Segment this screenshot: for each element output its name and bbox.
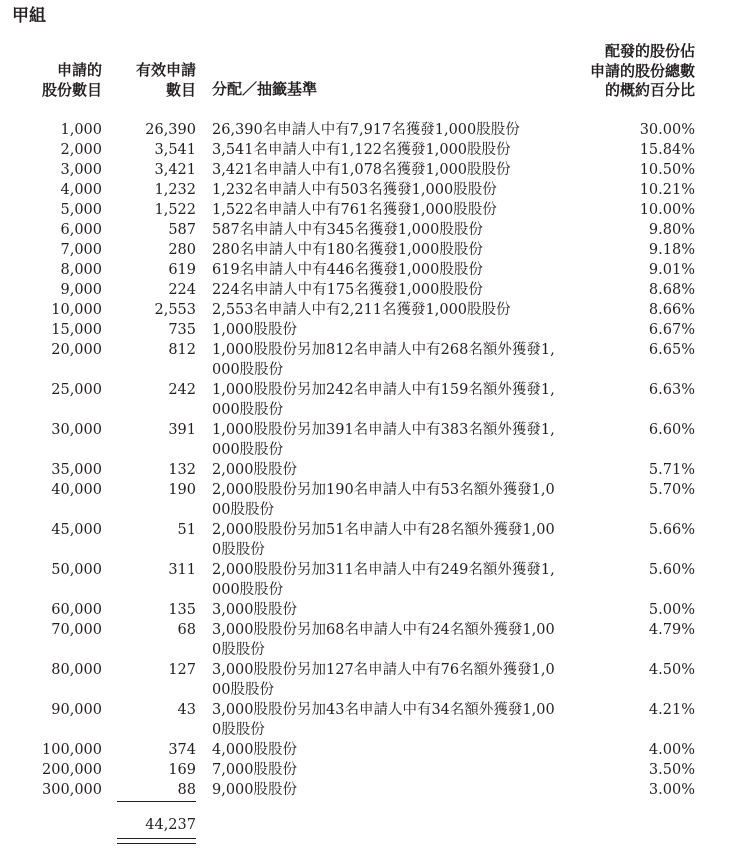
cell-shares-applied: 15,000: [51, 322, 102, 338]
table-row: [0, 480, 747, 520]
cell-allocation-basis: 2,000股股份: [212, 462, 298, 478]
table-row: [0, 420, 747, 460]
cell-valid-applications: 391: [168, 422, 196, 438]
cell-shares-applied: 5,000: [60, 202, 102, 218]
cell-allocation-basis: 1,232名申請人中有503名獲發1,000股股份: [212, 182, 497, 198]
header-valid-applications: [116, 61, 196, 100]
cell-shares-applied: 2,000: [60, 142, 102, 158]
header-pct-line-3: 的概約百分比: [604, 81, 695, 99]
cell-allocation-basis: 619名申請人中有446名獲發1,000股股份: [212, 262, 483, 278]
table-row: [0, 660, 747, 700]
cell-shares-applied: 40,000: [51, 482, 102, 498]
table-row: [0, 140, 747, 160]
cell-allocation-basis: 3,421名申請人中有1,078名獲發1,000股股份: [212, 162, 511, 178]
cell-valid-applications: 3,541: [154, 142, 196, 158]
header-approx-percentage: [560, 42, 695, 101]
table-row: [0, 320, 747, 340]
cell-approx-percentage: 6.60%: [648, 422, 695, 438]
cell-approx-percentage: 4.00%: [648, 742, 695, 758]
cell-allocation-basis: 2,553名申請人中有2,211名獲發1,000股股份: [212, 302, 511, 318]
cell-valid-applications: 68: [177, 622, 196, 638]
cell-allocation-basis: 7,000股股份: [212, 762, 298, 778]
header-valid-line-1: 有效申請: [135, 61, 196, 79]
table-row: [0, 600, 747, 620]
cell-allocation-basis: 2,000股股份另加311名申請人中有249名額外獲發1,000股股份: [212, 562, 555, 598]
cell-approx-percentage: 10.21%: [639, 182, 695, 198]
table-row: [0, 620, 747, 660]
cell-shares-applied: 6,000: [60, 222, 102, 238]
cell-valid-applications: 51: [177, 522, 196, 538]
cell-shares-applied: 30,000: [51, 422, 102, 438]
cell-shares-applied: 300,000: [42, 782, 102, 798]
cell-allocation-basis: 3,541名申請人中有1,122名獲發1,000股股份: [212, 142, 511, 158]
cell-allocation-basis: 9,000股股份: [212, 782, 298, 798]
cell-approx-percentage: 6.65%: [648, 342, 695, 358]
cell-allocation-basis: 2,000股股份另加190名申請人中有53名額外獲發1,000股股份: [212, 482, 555, 518]
table-row: [0, 460, 747, 480]
cell-allocation-basis: 280名申請人中有180名獲發1,000股股份: [212, 242, 483, 258]
cell-valid-applications: 135: [168, 602, 196, 618]
header-pct-line-2: 申請的股份總數: [589, 61, 695, 80]
cell-shares-applied: 100,000: [42, 742, 102, 758]
cell-shares-applied: 1,000: [60, 122, 102, 138]
cell-valid-applications: 43: [177, 702, 196, 718]
cell-approx-percentage: 6.63%: [648, 382, 695, 398]
cell-approx-percentage: 8.68%: [648, 282, 695, 298]
cell-allocation-basis: 1,522名申請人中有761名獲發1,000股股份: [212, 202, 497, 218]
cell-approx-percentage: 5.70%: [648, 482, 695, 498]
header-shares-line-1: 申請的: [56, 61, 102, 79]
cell-approx-percentage: 3.00%: [648, 782, 695, 798]
table-row: [0, 200, 747, 220]
cell-shares-applied: 35,000: [51, 462, 102, 478]
cell-valid-applications: 280: [168, 242, 196, 258]
cell-shares-applied: 70,000: [51, 622, 102, 638]
cell-valid-applications: 26,390: [145, 122, 196, 138]
cell-valid-applications: 88: [177, 782, 196, 798]
cell-allocation-basis: 3,000股股份另加68名申請人中有24名額外獲發1,000股股份: [212, 622, 555, 658]
cell-approx-percentage: 8.66%: [648, 302, 695, 318]
cell-approx-percentage: 4.50%: [648, 662, 695, 678]
cell-valid-applications: 242: [168, 382, 196, 398]
cell-allocation-basis: 1,000股股份另加391名申請人中有383名額外獲發1,000股股份: [212, 422, 555, 458]
table-row: [0, 560, 747, 600]
cell-approx-percentage: 10.00%: [639, 202, 695, 218]
cell-approx-percentage: 4.79%: [648, 622, 695, 638]
cell-approx-percentage: 6.67%: [648, 322, 695, 338]
cell-approx-percentage: 9.80%: [648, 222, 695, 238]
cell-approx-percentage: 5.00%: [648, 602, 695, 618]
cell-allocation-basis: 1,000股股份另加242名申請人中有159名額外獲發1,000股股份: [212, 382, 555, 418]
cell-approx-percentage: 15.84%: [639, 142, 695, 158]
cell-valid-applications: 3,421: [154, 162, 196, 178]
cell-allocation-basis: 2,000股股份另加51名申請人中有28名額外獲發1,000股股份: [212, 522, 555, 558]
cell-approx-percentage: 5.66%: [648, 522, 695, 538]
cell-shares-applied: 25,000: [51, 382, 102, 398]
cell-shares-applied: 3,000: [60, 162, 102, 178]
cell-valid-applications: 169: [168, 762, 196, 778]
cell-allocation-basis: 3,000股股份另加43名申請人中有34名額外獲發1,000股股份: [212, 702, 555, 738]
total-rule-single: [117, 801, 196, 802]
table-row: [0, 300, 747, 320]
cell-allocation-basis: 587名申請人中有345名獲發1,000股股份: [212, 222, 483, 238]
cell-shares-applied: 20,000: [51, 342, 102, 358]
cell-approx-percentage: 3.50%: [648, 762, 695, 778]
table-row: [0, 780, 747, 800]
cell-shares-applied: 50,000: [51, 562, 102, 578]
cell-allocation-basis: 1,000股股份另加812名申請人中有268名額外獲發1,000股股份: [212, 342, 555, 378]
cell-allocation-basis: 26,390名申請人中有7,917名獲發1,000股股份: [212, 122, 520, 138]
cell-shares-applied: 4,000: [60, 182, 102, 198]
cell-shares-applied: 10,000: [51, 302, 102, 318]
table-row: [0, 700, 747, 740]
cell-allocation-basis: 4,000股股份: [212, 742, 298, 758]
cell-valid-applications: 619: [168, 262, 196, 278]
cell-allocation-basis: 3,000股股份另加127名申請人中有76名額外獲發1,000股股份: [212, 662, 555, 698]
cell-valid-applications: 1,522: [154, 202, 196, 218]
table-row: [0, 280, 747, 300]
cell-shares-applied: 45,000: [51, 522, 102, 538]
cell-approx-percentage: 9.18%: [648, 242, 695, 258]
group-title: 甲組: [12, 6, 46, 26]
cell-allocation-basis: 1,000股股份: [212, 322, 298, 338]
cell-valid-applications: 374: [168, 742, 196, 758]
cell-approx-percentage: 9.01%: [648, 262, 695, 278]
cell-valid-applications: 735: [168, 322, 196, 338]
cell-approx-percentage: 5.71%: [648, 462, 695, 478]
cell-approx-percentage: 4.21%: [648, 702, 695, 718]
table-row: [0, 380, 747, 420]
table-row: [0, 160, 747, 180]
table-row: [0, 760, 747, 780]
cell-valid-applications: 2,553: [154, 302, 196, 318]
cell-valid-applications: 1,232: [154, 182, 196, 198]
cell-shares-applied: 7,000: [60, 242, 102, 258]
cell-shares-applied: 60,000: [51, 602, 102, 618]
total-rule-double: [117, 838, 196, 844]
header-pct-line-1: 配發的股份佔: [604, 42, 695, 60]
header-basis-line-1: 分配／抽籤基準: [212, 80, 318, 98]
cell-valid-applications: 812: [168, 342, 196, 358]
cell-shares-applied: 90,000: [51, 702, 102, 718]
cell-valid-applications: 311: [168, 562, 196, 578]
table-row: [0, 220, 747, 240]
table-row: [0, 520, 747, 560]
cell-approx-percentage: 5.60%: [648, 562, 695, 578]
header-shares-applied: [30, 61, 102, 100]
cell-valid-applications: 132: [168, 462, 196, 478]
table-row: [0, 240, 747, 260]
cell-shares-applied: 8,000: [60, 262, 102, 278]
cell-valid-applications: 190: [168, 482, 196, 498]
total-valid-applications: 44,237: [145, 817, 196, 833]
table-row: [0, 260, 747, 280]
table-row: [0, 740, 747, 760]
cell-approx-percentage: 10.50%: [639, 162, 695, 178]
table-row: [0, 180, 747, 200]
cell-shares-applied: 200,000: [42, 762, 102, 778]
cell-valid-applications: 127: [168, 662, 196, 678]
table-row: [0, 340, 747, 380]
cell-valid-applications: 587: [168, 222, 196, 238]
cell-shares-applied: 80,000: [51, 662, 102, 678]
header-allocation-basis: [212, 80, 317, 100]
cell-allocation-basis: 224名申請人中有175名獲發1,000股股份: [212, 282, 483, 298]
header-shares-line-2: 股份數目: [41, 80, 102, 99]
header-valid-line-2: 數目: [165, 80, 196, 99]
allocation-table: [0, 120, 747, 800]
cell-valid-applications: 224: [168, 282, 196, 298]
cell-allocation-basis: 3,000股股份: [212, 602, 298, 618]
cell-shares-applied: 9,000: [60, 282, 102, 298]
cell-approx-percentage: 30.00%: [639, 122, 695, 138]
table-row: [0, 120, 747, 140]
